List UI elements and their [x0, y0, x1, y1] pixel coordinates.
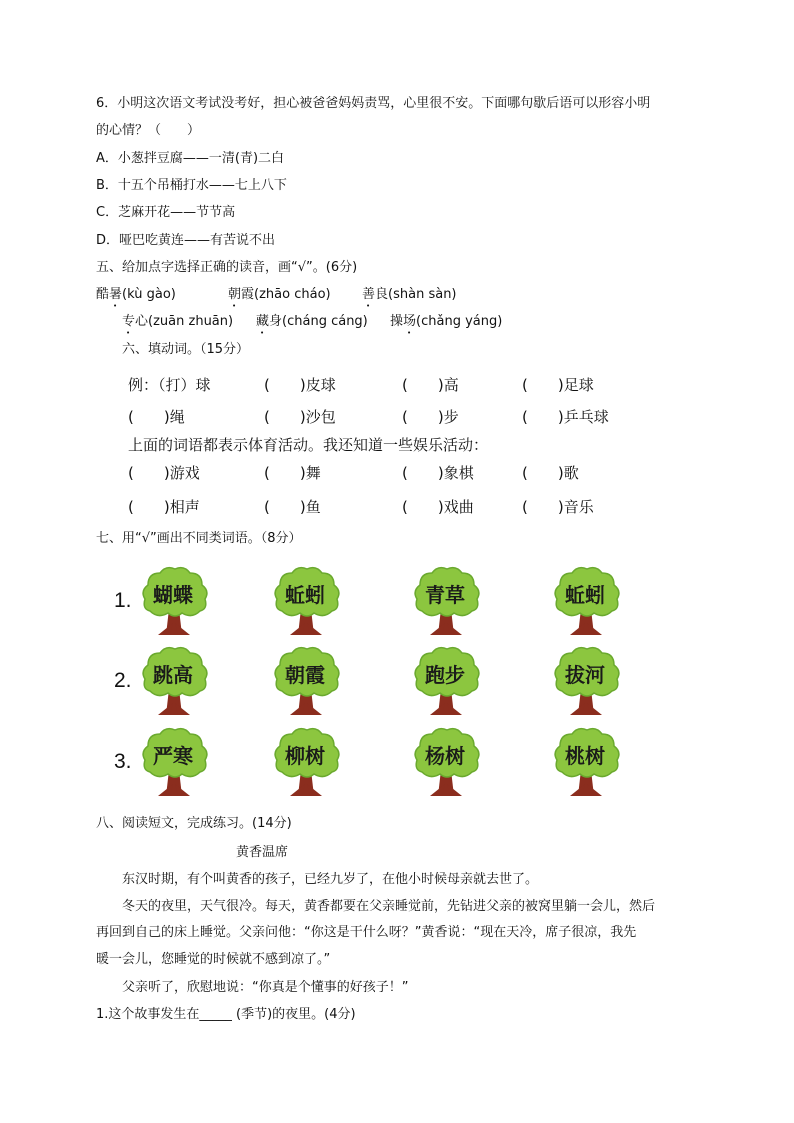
tree-word: 青草: [425, 583, 465, 607]
sec5-word: 藏身: [256, 314, 283, 329]
tree-word: 拔河: [565, 663, 605, 687]
sec5-item: [390, 314, 502, 337]
sec5-pinyin[interactable]: (shàn sàn): [388, 287, 457, 302]
tree-word-card[interactable]: [140, 565, 210, 637]
sec6-blank[interactable]: ( )皮球: [264, 376, 336, 394]
sec6-blank[interactable]: ( )音乐: [522, 498, 594, 516]
sec6-blank[interactable]: ( )沙包: [264, 408, 336, 426]
tree-row-number: 3.: [114, 750, 132, 773]
sec8-title: 八、阅读短文，完成练习。(14分): [96, 816, 292, 831]
tree-word: 蚯蚓: [565, 583, 605, 607]
tree-word: 严寒: [153, 744, 193, 768]
sec5-pinyin[interactable]: (kù gào): [122, 287, 176, 302]
tree-word: 蚯蚓: [285, 583, 325, 607]
sec5-pinyin[interactable]: (chǎng yáng): [416, 314, 503, 329]
q6-line1: 6．小明这次语文考试没考好，担心被爸爸妈妈责骂，心里很不安。下面哪句歇后语可以形容小明: [96, 96, 651, 111]
tree-word-card[interactable]: [552, 726, 622, 798]
sec6-blank[interactable]: ( )鱼: [264, 498, 321, 516]
sec6-example: 例：（打）球: [128, 376, 211, 394]
sec6-blank[interactable]: ( )足球: [522, 376, 594, 394]
sec6-title: 六、填动词。（15分）: [122, 342, 250, 357]
sec6-blank[interactable]: ( )乒乓球: [522, 408, 609, 426]
sec6-blank[interactable]: ( )高: [402, 376, 459, 394]
sec6-blank[interactable]: ( )步: [402, 408, 459, 426]
sec5-word: 善良: [362, 287, 389, 302]
sec5-item: [362, 287, 457, 310]
story-paragraph: 再回到自己的床上睡觉。父亲问他：“你这是干什么呀？”黄香说：“现在天冷，席子很凉，我先: [96, 925, 637, 940]
tree-word-card[interactable]: [412, 726, 482, 798]
sec6-blank[interactable]: ( )戏曲: [402, 498, 474, 516]
tree-word-card[interactable]: [140, 726, 210, 798]
sec5-pinyin[interactable]: (zhāo cháo): [254, 287, 331, 302]
tree-word-card[interactable]: [272, 565, 342, 637]
sec6-note: 上面的词语都表示体育活动。我还知道一些娱乐活动：: [128, 436, 489, 454]
q6-line2: 的心情？（ ）: [96, 123, 201, 138]
sec5-item: [122, 314, 233, 337]
sec6-blank[interactable]: ( )舞: [264, 464, 321, 482]
tree-word-card[interactable]: [272, 726, 342, 798]
sec6-blank[interactable]: ( )歌: [522, 464, 579, 482]
sec5-title: 五、给加点字选择正确的读音，画“√”。(6分): [96, 260, 358, 275]
sec6-blank[interactable]: ( )绳: [128, 408, 185, 426]
story-paragraph: 冬天的夜里，天气很冷。每天，黄香都要在父亲睡觉前，先钻进父亲的被窝里躺一会儿，然后: [122, 899, 656, 914]
sec6-blank[interactable]: ( )游戏: [128, 464, 200, 482]
q6-option-a: A．小葱拌豆腐——一清(青)二白: [96, 151, 285, 166]
sec5-item: [96, 287, 176, 310]
tree-row-number: 2.: [114, 669, 132, 692]
tree-word-card[interactable]: [272, 645, 342, 717]
q6-option-d: D．哑巴吃黄连——有苦说不出: [96, 233, 276, 248]
sec5-item: [256, 314, 368, 337]
tree-word: 蝴蝶: [153, 583, 193, 607]
sec5-item: [228, 287, 331, 310]
tree-word-card[interactable]: [552, 565, 622, 637]
q6-option-b: B．十五个吊桶打水——七上八下: [96, 178, 287, 193]
sec5-word: 朝霞: [228, 287, 255, 302]
tree-word: 桃树: [565, 744, 605, 768]
tree-word: 跑步: [425, 663, 465, 687]
story-title: 黄香温席: [236, 845, 289, 860]
sec8-question-1: 1.这个故事发生在_____ (季节)的夜里。(4分): [96, 1007, 356, 1022]
tree-row-number: 1.: [114, 589, 132, 612]
sec5-pinyin[interactable]: (cháng cáng): [282, 314, 368, 329]
sec5-word: 酷暑: [96, 287, 123, 302]
story-paragraph: 暖一会儿，您睡觉的时候就不感到凉了。”: [96, 952, 331, 967]
tree-word: 朝霞: [285, 663, 325, 687]
story-paragraph: 东汉时期，有个叫黄香的孩子，已经九岁了，在他小时候母亲就去世了。: [122, 872, 539, 887]
tree-word: 杨树: [425, 744, 465, 768]
story-paragraph: 父亲听了，欣慰地说：“你真是个懂事的好孩子！”: [122, 980, 409, 995]
sec7-title: 七、用“√”画出不同类词语。（8分）: [96, 531, 302, 546]
sec5-word: 专心: [122, 314, 149, 329]
sec6-blank[interactable]: ( )象棋: [402, 464, 474, 482]
tree-word-card[interactable]: [412, 645, 482, 717]
sec5-pinyin[interactable]: (zuān zhuān): [148, 314, 234, 329]
sec6-blank[interactable]: ( )相声: [128, 498, 200, 516]
tree-word: 跳高: [153, 663, 193, 687]
tree-word-card[interactable]: [552, 645, 622, 717]
sec5-word: 操场: [390, 314, 417, 329]
q6-option-c: C．芝麻开花——节节高: [96, 205, 236, 220]
tree-word-card[interactable]: [140, 645, 210, 717]
tree-word: 柳树: [285, 744, 325, 768]
tree-word-card[interactable]: [412, 565, 482, 637]
